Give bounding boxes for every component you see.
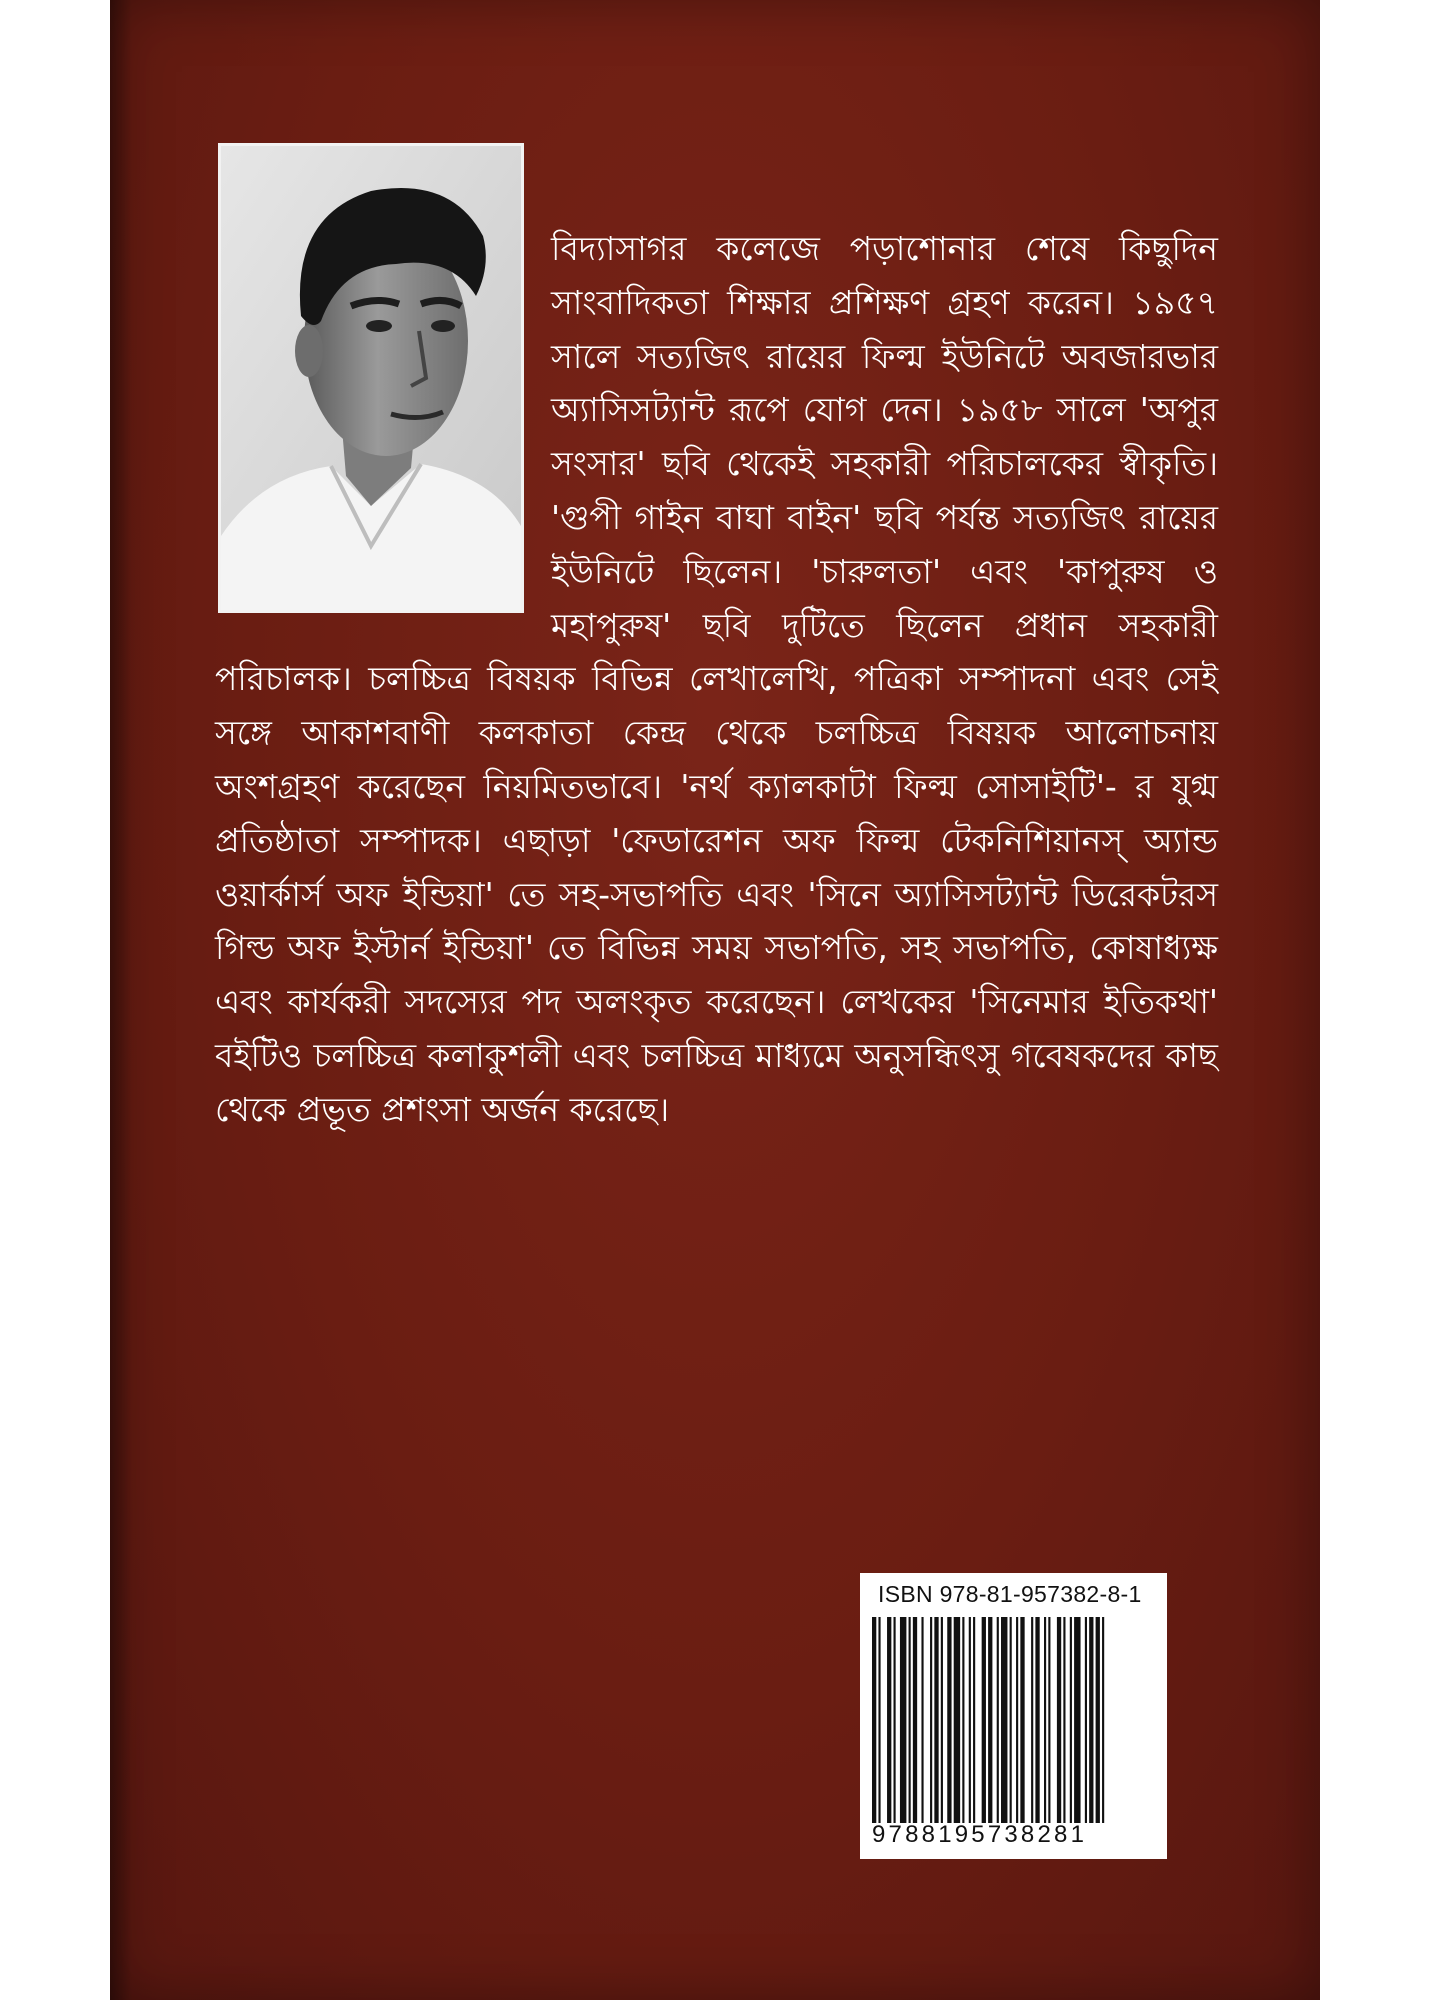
barcode-bars [870, 1617, 1157, 1823]
spine-shadow [110, 0, 132, 2000]
barcode-bar [930, 1617, 932, 1823]
barcode-bar [1048, 1617, 1050, 1823]
barcode-bar [947, 1617, 951, 1823]
barcode-bar [1035, 1617, 1039, 1823]
barcode-bar [887, 1617, 891, 1823]
barcode-bar [997, 1617, 999, 1823]
barcode-bar [973, 1617, 975, 1823]
isbn-barcode [860, 1573, 1167, 1859]
back-cover [110, 0, 1320, 2000]
barcode-bar [1096, 1617, 1100, 1823]
isbn-label: ISBN 978-81-957382-8-1 [878, 1581, 1142, 1607]
barcode-bar [1020, 1617, 1024, 1823]
barcode-bar [1085, 1617, 1087, 1823]
barcode-bar [909, 1617, 911, 1823]
barcode-bar [941, 1617, 943, 1823]
barcode-bar [894, 1617, 896, 1823]
author-biography [215, 222, 1218, 1137]
barcode-bar [913, 1617, 917, 1823]
barcode-bar [1063, 1617, 1065, 1823]
barcode-bar [1044, 1617, 1046, 1823]
barcode-bar [1010, 1617, 1012, 1823]
barcode-bar [872, 1617, 876, 1823]
barcode-bar [1031, 1617, 1033, 1823]
barcode-bar [1016, 1617, 1018, 1823]
barcode-bar [954, 1617, 960, 1823]
barcode-bar [921, 1617, 923, 1823]
barcode-bar [1102, 1617, 1104, 1823]
barcode-bar [1074, 1617, 1080, 1823]
photo-wrap-spacer [215, 222, 551, 620]
barcode-bar [962, 1617, 964, 1823]
barcode-bar [988, 1617, 992, 1823]
barcode-bar [878, 1617, 880, 1823]
barcode-bar [1001, 1617, 1007, 1823]
barcode-bar [982, 1617, 986, 1823]
barcode-bar [934, 1617, 938, 1823]
ean-digits: 9788195738281 [872, 1821, 1088, 1848]
barcode-bar [969, 1617, 971, 1823]
barcode-bar [1057, 1617, 1061, 1823]
barcode-bar [1070, 1617, 1072, 1823]
barcode-bar [900, 1617, 906, 1823]
author-biography-text: বিদ্যাসাগর কলেজে পড়াশোনার শেষে কিছুদিন সাংবাদিকতা শিক্ষার প্রশিক্ষণ গ্রহণ করেন। ১৯৫৭ সালে সত্যজিৎ রায়ের ফিল্ম ইউনিটে অবজারভার অ্যাসিসট্যান্ট রূপে যোগ দেন। ১৯৫৮ সালে 'অপুর সংসার' ছবি থেকেই সহকারী পরিচালকের স্বীকৃতি। 'গুপী গাইন বাঘা বাইন' ছবি পর্যন্ত সত্যজিৎ রায়ের ইউনিটে ছিলেন। 'চারুলতা' এবং 'কাপুরুষ ও মহাপুরুষ' ছবি দুটিতে ছিলেন প্রধান সহকারী পরিচালক। চলচ্চিত্র বিষয়ক বিভিন্ন লেখালেখি, পত্রিকা সম্পাদনা এবং সেই সঙ্গে আকাশবাণী কলকাতা কেন্দ্র থেকে চলচ্চিত্র বিষয়ক আলোচনায় অংশগ্রহণ করেছেন নিয়মিতভাবে। 'নর্থ ক্যালকাটা ফিল্ম সোসাইটি'- র যুগ্ম প্রতিষ্ঠাতা সম্পাদক। এছাড়া 'ফেডারেশন অফ ফিল্ম টেকনিশিয়ানস্ অ্যান্ড ওয়ার্কার্স অফ ইন্ডিয়া' তে সহ-সভাপতি এবং 'সিনে অ্যাসিসট্যান্ট ডিরেকটরস গিল্ড অফ ইস্টার্ন ইন্ডিয়া' তে বিভিন্ন সময় সভাপতি, সহ সভাপতি, কোষাধ্যক্ষ এবং কার্যকরী সদস্যের পদ অলংকৃত করেছেন। লেখকের 'সিনেমার ইতিকথা' বইটিও চলচ্চিত্র কলাকুশলী এবং চলচ্চিত্র মাধ্যমে অনুসন্ধিৎসু গবেষকদের কাছ থেকে প্রভূত প্রশংসা অর্জন করেছে। [215, 229, 1218, 1129]
barcode-bar [1089, 1617, 1093, 1823]
